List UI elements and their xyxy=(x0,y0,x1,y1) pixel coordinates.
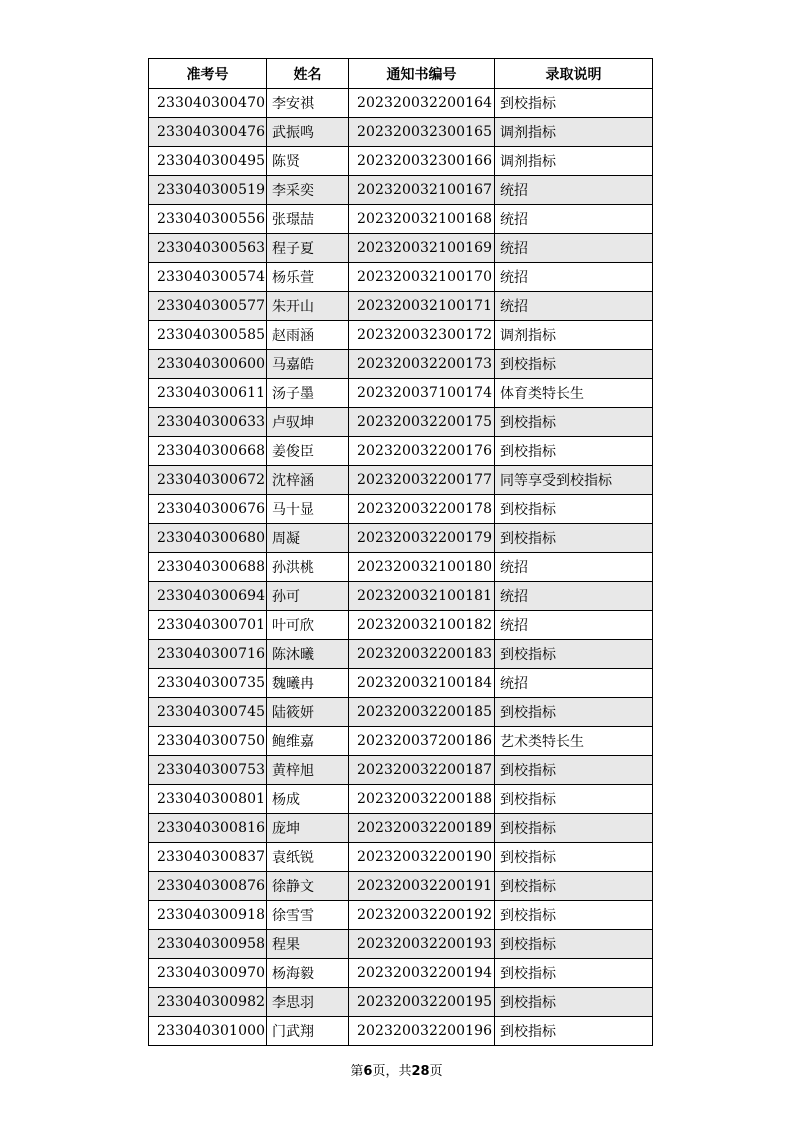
cell-notice-number: 202320032100182 xyxy=(349,611,495,640)
table-row xyxy=(149,321,653,350)
table-row xyxy=(149,408,653,437)
cell-exam-number: 233040300735 xyxy=(149,669,267,698)
admission-table xyxy=(148,58,653,1046)
cell-admission-note: 到校指标 xyxy=(495,785,653,814)
cell-admission-note: 到校指标 xyxy=(495,640,653,669)
cell-exam-number: 233040300600 xyxy=(149,350,267,379)
cell-admission-note: 到校指标 xyxy=(495,843,653,872)
cell-notice-number: 202320032200196 xyxy=(349,1017,495,1046)
cell-exam-number: 233040300753 xyxy=(149,756,267,785)
header-admission-note: 录取说明 xyxy=(495,59,653,89)
cell-name: 袁纸锐 xyxy=(267,843,349,872)
cell-exam-number: 233040300611 xyxy=(149,379,267,408)
cell-admission-note: 到校指标 xyxy=(495,495,653,524)
cell-notice-number: 202320032200192 xyxy=(349,901,495,930)
cell-notice-number: 202320032100168 xyxy=(349,205,495,234)
footer-suffix: 页 xyxy=(429,1064,443,1079)
cell-notice-number: 202320032300172 xyxy=(349,321,495,350)
cell-exam-number: 233040300633 xyxy=(149,408,267,437)
cell-exam-number: 233040300672 xyxy=(149,466,267,495)
cell-name: 朱开山 xyxy=(267,292,349,321)
table-row xyxy=(149,118,653,147)
cell-name: 魏曦冉 xyxy=(267,669,349,698)
cell-name: 徐静文 xyxy=(267,872,349,901)
cell-notice-number: 202320032200190 xyxy=(349,843,495,872)
cell-admission-note: 调剂指标 xyxy=(495,118,653,147)
table-row xyxy=(149,640,653,669)
cell-exam-number: 233040300676 xyxy=(149,495,267,524)
cell-name: 马嘉皓 xyxy=(267,350,349,379)
cell-notice-number: 202320032100167 xyxy=(349,176,495,205)
cell-notice-number: 202320032200191 xyxy=(349,872,495,901)
cell-name: 汤子墨 xyxy=(267,379,349,408)
cell-name: 程果 xyxy=(267,930,349,959)
cell-name: 杨成 xyxy=(267,785,349,814)
cell-admission-note: 统招 xyxy=(495,263,653,292)
cell-name: 孙可 xyxy=(267,582,349,611)
table-row xyxy=(149,698,653,727)
table-row xyxy=(149,785,653,814)
cell-name: 张璟喆 xyxy=(267,205,349,234)
cell-notice-number: 202320032100180 xyxy=(349,553,495,582)
cell-name: 杨海毅 xyxy=(267,959,349,988)
cell-exam-number: 233040300495 xyxy=(149,147,267,176)
cell-exam-number: 233040300574 xyxy=(149,263,267,292)
table-row xyxy=(149,1017,653,1046)
cell-name: 武振鸣 xyxy=(267,118,349,147)
cell-name: 徐雪雪 xyxy=(267,901,349,930)
cell-admission-note: 到校指标 xyxy=(495,930,653,959)
cell-admission-note: 同等享受到校指标 xyxy=(495,466,653,495)
cell-exam-number: 233040300745 xyxy=(149,698,267,727)
footer-middle: 页，共 xyxy=(372,1064,412,1079)
cell-notice-number: 202320032200194 xyxy=(349,959,495,988)
cell-notice-number: 202320032200176 xyxy=(349,437,495,466)
cell-exam-number: 233040300668 xyxy=(149,437,267,466)
table-row xyxy=(149,872,653,901)
cell-name: 马十显 xyxy=(267,495,349,524)
table-row xyxy=(149,959,653,988)
cell-name: 叶可欣 xyxy=(267,611,349,640)
cell-name: 李采奕 xyxy=(267,176,349,205)
cell-exam-number: 233040300563 xyxy=(149,234,267,263)
cell-name: 陈沐曦 xyxy=(267,640,349,669)
footer-page-number: 6 xyxy=(363,1064,373,1079)
cell-notice-number: 202320032200193 xyxy=(349,930,495,959)
cell-exam-number: 233040300688 xyxy=(149,553,267,582)
table-row xyxy=(149,495,653,524)
cell-exam-number: 233040301000 xyxy=(149,1017,267,1046)
table-row xyxy=(149,234,653,263)
cell-admission-note: 到校指标 xyxy=(495,1017,653,1046)
cell-exam-number: 233040300556 xyxy=(149,205,267,234)
cell-admission-note: 统招 xyxy=(495,553,653,582)
cell-exam-number: 233040300750 xyxy=(149,727,267,756)
cell-exam-number: 233040300837 xyxy=(149,843,267,872)
footer-prefix: 第 xyxy=(350,1064,364,1079)
cell-admission-note: 艺术类特长生 xyxy=(495,727,653,756)
cell-exam-number: 233040300801 xyxy=(149,785,267,814)
cell-admission-note: 统招 xyxy=(495,205,653,234)
table-row xyxy=(149,524,653,553)
table-row xyxy=(149,553,653,582)
cell-exam-number: 233040300816 xyxy=(149,814,267,843)
table-row xyxy=(149,147,653,176)
cell-notice-number: 202320032300166 xyxy=(349,147,495,176)
cell-admission-note: 到校指标 xyxy=(495,814,653,843)
cell-name: 周凝 xyxy=(267,524,349,553)
header-exam-number: 准考号 xyxy=(149,59,267,89)
table-row xyxy=(149,901,653,930)
cell-name: 陈贤 xyxy=(267,147,349,176)
cell-exam-number: 233040300577 xyxy=(149,292,267,321)
cell-name: 卢驭坤 xyxy=(267,408,349,437)
cell-admission-note: 到校指标 xyxy=(495,350,653,379)
table-row xyxy=(149,263,653,292)
cell-admission-note: 到校指标 xyxy=(495,901,653,930)
cell-admission-note: 到校指标 xyxy=(495,698,653,727)
cell-name: 庞坤 xyxy=(267,814,349,843)
cell-name: 程子夏 xyxy=(267,234,349,263)
table-header-row xyxy=(149,59,653,89)
cell-exam-number: 233040300519 xyxy=(149,176,267,205)
cell-exam-number: 233040300680 xyxy=(149,524,267,553)
table-row xyxy=(149,611,653,640)
table-row xyxy=(149,582,653,611)
cell-admission-note: 体育类特长生 xyxy=(495,379,653,408)
cell-admission-note: 到校指标 xyxy=(495,959,653,988)
footer-total-pages: 28 xyxy=(411,1064,430,1079)
table-row xyxy=(149,379,653,408)
page-footer xyxy=(0,1060,793,1079)
table-row xyxy=(149,669,653,698)
cell-exam-number: 233040300958 xyxy=(149,930,267,959)
cell-notice-number: 202320032200179 xyxy=(349,524,495,553)
cell-admission-note: 到校指标 xyxy=(495,524,653,553)
cell-notice-number: 202320032200164 xyxy=(349,89,495,118)
table-row xyxy=(149,466,653,495)
header-notice-number: 通知书编号 xyxy=(349,59,495,89)
cell-name: 李安祺 xyxy=(267,89,349,118)
cell-notice-number: 202320037100174 xyxy=(349,379,495,408)
cell-notice-number: 202320032200177 xyxy=(349,466,495,495)
cell-notice-number: 202320032200187 xyxy=(349,756,495,785)
cell-exam-number: 233040300918 xyxy=(149,901,267,930)
cell-notice-number: 202320032300165 xyxy=(349,118,495,147)
cell-notice-number: 202320032200189 xyxy=(349,814,495,843)
cell-exam-number: 233040300716 xyxy=(149,640,267,669)
table-row xyxy=(149,843,653,872)
cell-exam-number: 233040300701 xyxy=(149,611,267,640)
cell-admission-note: 统招 xyxy=(495,292,653,321)
cell-notice-number: 202320032100170 xyxy=(349,263,495,292)
cell-notice-number: 202320032200188 xyxy=(349,785,495,814)
cell-notice-number: 202320032100171 xyxy=(349,292,495,321)
cell-notice-number: 202320032200175 xyxy=(349,408,495,437)
table-row xyxy=(149,437,653,466)
table-row xyxy=(149,814,653,843)
cell-exam-number: 233040300876 xyxy=(149,872,267,901)
cell-admission-note: 统招 xyxy=(495,669,653,698)
cell-name: 陆筱妍 xyxy=(267,698,349,727)
cell-notice-number: 202320032200178 xyxy=(349,495,495,524)
cell-notice-number: 202320032100181 xyxy=(349,582,495,611)
header-name: 姓名 xyxy=(267,59,349,89)
cell-admission-note: 到校指标 xyxy=(495,437,653,466)
cell-admission-note: 到校指标 xyxy=(495,756,653,785)
cell-exam-number: 233040300470 xyxy=(149,89,267,118)
cell-admission-note: 调剂指标 xyxy=(495,147,653,176)
cell-notice-number: 202320032200173 xyxy=(349,350,495,379)
cell-name: 孙洪桃 xyxy=(267,553,349,582)
table-row xyxy=(149,930,653,959)
cell-exam-number: 233040300585 xyxy=(149,321,267,350)
cell-name: 鲍维嘉 xyxy=(267,727,349,756)
cell-name: 李思羽 xyxy=(267,988,349,1017)
table-row xyxy=(149,988,653,1017)
table-row xyxy=(149,756,653,785)
cell-name: 姜俊臣 xyxy=(267,437,349,466)
cell-exam-number: 233040300982 xyxy=(149,988,267,1017)
cell-admission-note: 到校指标 xyxy=(495,408,653,437)
cell-exam-number: 233040300970 xyxy=(149,959,267,988)
cell-notice-number: 202320032200195 xyxy=(349,988,495,1017)
cell-notice-number: 202320032100184 xyxy=(349,669,495,698)
cell-notice-number: 202320032200183 xyxy=(349,640,495,669)
cell-name: 沈梓涵 xyxy=(267,466,349,495)
cell-admission-note: 统招 xyxy=(495,234,653,263)
table-row xyxy=(149,350,653,379)
table-row xyxy=(149,205,653,234)
cell-admission-note: 统招 xyxy=(495,176,653,205)
table-row xyxy=(149,727,653,756)
cell-name: 杨乐萱 xyxy=(267,263,349,292)
cell-name: 赵雨涵 xyxy=(267,321,349,350)
cell-admission-note: 到校指标 xyxy=(495,872,653,901)
cell-admission-note: 调剂指标 xyxy=(495,321,653,350)
cell-exam-number: 233040300694 xyxy=(149,582,267,611)
cell-admission-note: 统招 xyxy=(495,611,653,640)
cell-admission-note: 到校指标 xyxy=(495,988,653,1017)
cell-name: 门武翔 xyxy=(267,1017,349,1046)
table-row xyxy=(149,89,653,118)
cell-admission-note: 到校指标 xyxy=(495,89,653,118)
table-row xyxy=(149,176,653,205)
cell-notice-number: 202320032100169 xyxy=(349,234,495,263)
cell-notice-number: 202320032200185 xyxy=(349,698,495,727)
table-body xyxy=(149,89,653,1046)
cell-admission-note: 统招 xyxy=(495,582,653,611)
cell-name: 黄梓旭 xyxy=(267,756,349,785)
table-row xyxy=(149,292,653,321)
cell-exam-number: 233040300476 xyxy=(149,118,267,147)
cell-notice-number: 202320037200186 xyxy=(349,727,495,756)
